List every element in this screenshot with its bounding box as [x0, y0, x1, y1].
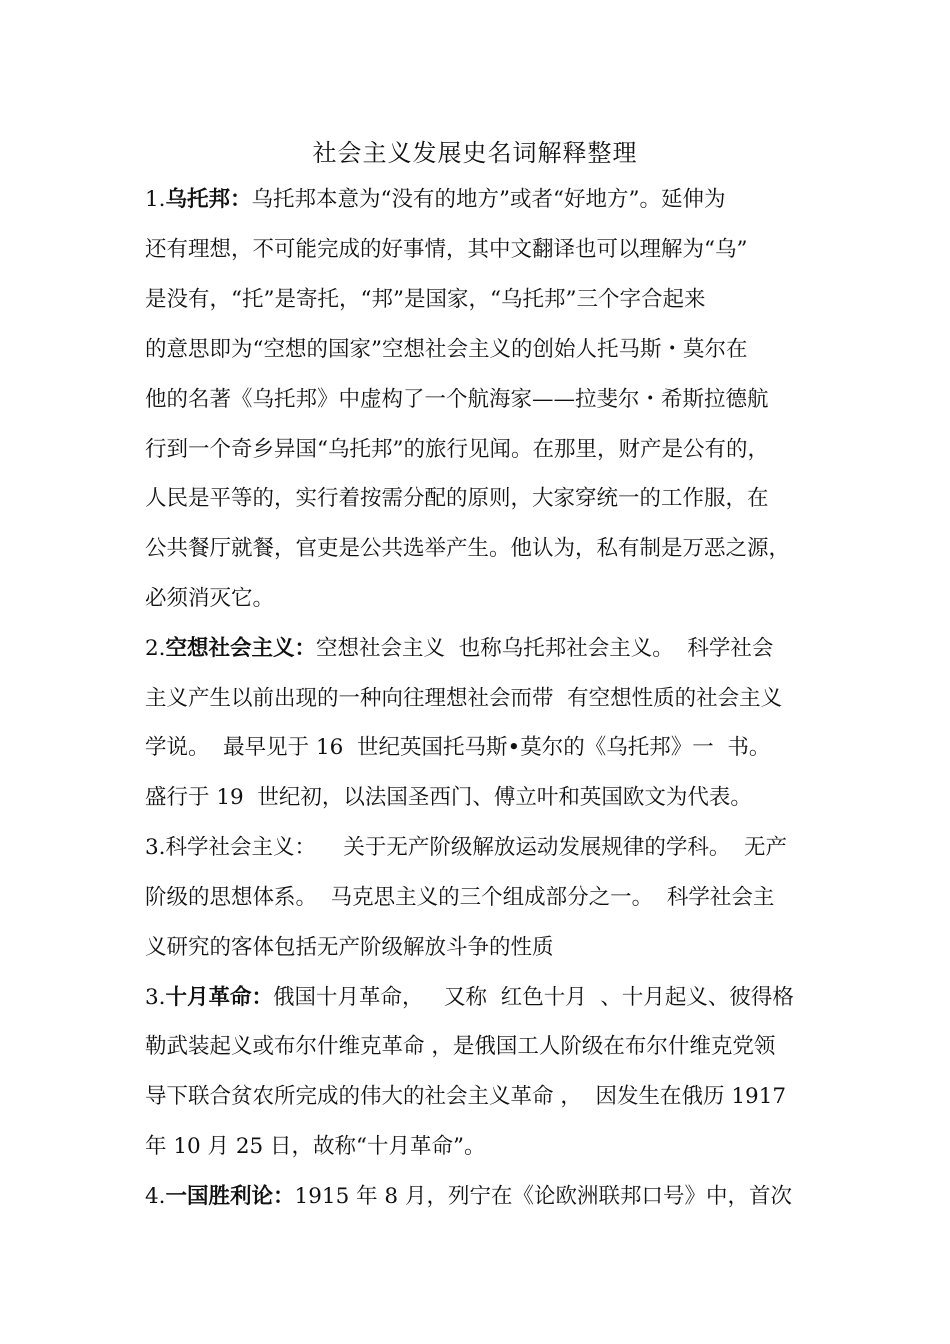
- entry-separator: ：: [251, 985, 274, 1010]
- entry-1-line-2: 还有理想，不可能完成的好事情，其中文翻译也可以理解为“乌”: [145, 237, 748, 262]
- entry-1-line-4: 的意思即为“空想的国家”空想社会主义的创始人托马斯・莫尔在: [145, 337, 748, 362]
- entry-separator: ：: [294, 636, 317, 661]
- entry-separator: ：: [230, 187, 252, 212]
- entry-2-line-1: [145, 624, 773, 674]
- entry-5-line-1: [145, 1172, 792, 1222]
- entry-separator: ：: [294, 835, 317, 860]
- entry-number: 2.: [145, 636, 166, 661]
- document-title: 社会主义发展史名词解释整理: [312, 139, 638, 167]
- entry-2-line-3: 学说。 最早见于 16 世纪英国托马斯•莫尔的《乌托邦》一 书。: [145, 735, 771, 760]
- entry-term: 乌托邦: [165, 187, 231, 212]
- entry-4-line-1: [145, 973, 794, 1023]
- entry-number: 1.: [145, 187, 166, 212]
- entry-term: 十月革命: [165, 985, 252, 1010]
- entry-number: 3.: [145, 985, 166, 1010]
- entry-2-line-4: 盛行于 19 世纪初，以法国圣西门、傅立叶和英国欧文为代表。: [145, 785, 752, 810]
- entry-3-line-2: 阶级的思想体系。 马克思主义的三个组成部分之一。 科学社会主: [145, 885, 775, 910]
- entry-4-line-2: 勒武装起义或布尔什维克革命 ，是俄国工人阶级在布尔什维克党领: [145, 1034, 776, 1059]
- entry-1-line-6: 行到一个奇乡异国“乌托邦”的旅行见闻。在那里，财产是公有的，: [145, 437, 769, 462]
- entry-text: 乌托邦本意为“没有的地方”或者“好地方”。延伸为: [251, 187, 726, 212]
- entry-3-line-3: 义研究的客体包括无产阶级解放斗争的性质: [145, 935, 554, 960]
- entry-1-line-9: 必须消灭它。: [145, 586, 275, 611]
- entry-number: 3.: [145, 835, 166, 860]
- entry-1-line-5: 他的名著《乌托邦》中虚构了一个航海家——拉斐尔・希斯拉德航: [145, 387, 769, 412]
- entry-term: 一国胜利论: [165, 1184, 274, 1209]
- entry-term: 科学社会主义: [165, 835, 295, 860]
- entry-term: 空想社会主义: [165, 636, 295, 661]
- entry-separator: ：: [273, 1184, 295, 1209]
- entry-2-line-2: 主义产生以前出现的一种向往理想社会而带 有空想性质的社会主义: [145, 686, 783, 711]
- entry-number: 4.: [145, 1184, 166, 1209]
- entry-1-line-1: [145, 175, 726, 225]
- entry-1-line-7: 人民是平等的，实行着按需分配的原则，大家穿统一的工作服，在: [145, 486, 769, 511]
- entry-4-line-3: 导下联合贫农所完成的伟大的社会主义革命 ， 因发生在俄历 1917: [145, 1084, 787, 1109]
- entry-1-line-8: 公共餐厅就餐，官吏是公共选举产生。他认为，私有制是万恶之源，: [145, 536, 791, 561]
- entry-text: 空想社会主义 也称乌托邦社会主义。 科学社会: [316, 636, 774, 661]
- entry-4-line-4: 年 10 月 25 日，故称“十月革命”。: [145, 1134, 486, 1159]
- entry-text: 1915 年 8 月，列宁在《论欧洲联邦口号》中，首次: [294, 1184, 792, 1209]
- entry-1-line-3: 是没有，“托”是寄托，“邦”是国家，“乌托邦”三个字合起来: [145, 287, 706, 312]
- entry-text: 俄国十月革命， 又称 红色十月 、十月起义、彼得格: [273, 985, 794, 1010]
- entry-3-line-1: [145, 823, 787, 873]
- entry-text: 关于无产阶级解放运动发展规律的学科。 无产: [316, 835, 788, 860]
